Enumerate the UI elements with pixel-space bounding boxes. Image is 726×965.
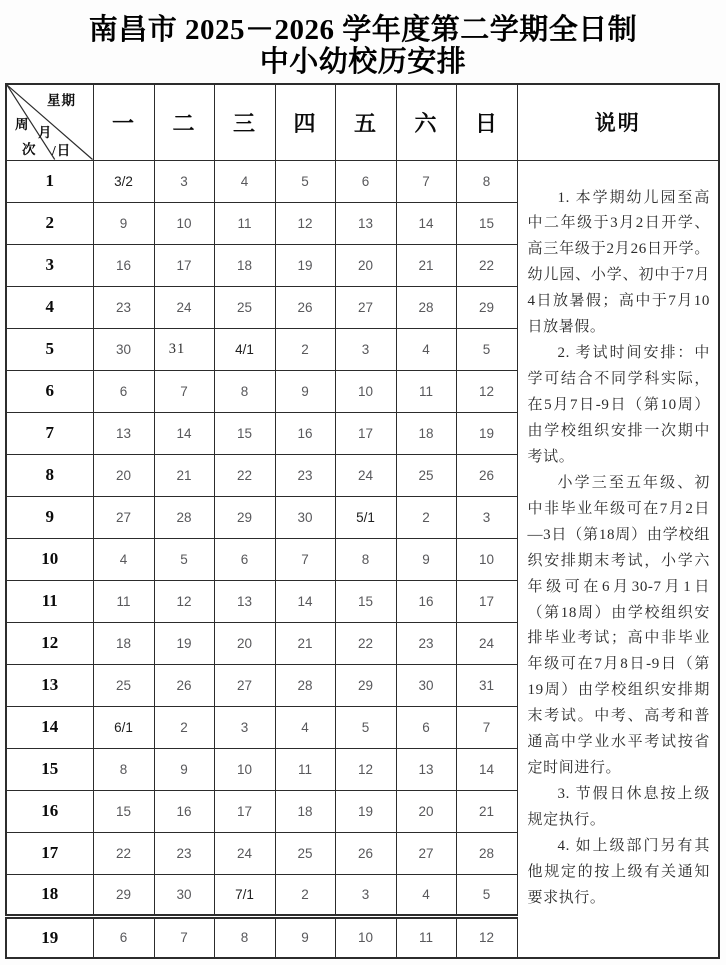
date-cell: 6 [396, 706, 456, 748]
date-cell: 7 [154, 916, 214, 958]
date-cell: 9 [154, 748, 214, 790]
date-cell: 14 [456, 748, 517, 790]
day-header-wed: 三 [214, 84, 275, 160]
week-number-cell: 4 [6, 286, 93, 328]
date-cell: 13 [335, 202, 396, 244]
date-cell: 17 [154, 244, 214, 286]
date-cell: 9 [275, 916, 335, 958]
date-cell: 6/1 [93, 706, 154, 748]
date-cell: 19 [275, 244, 335, 286]
date-cell: 5 [154, 538, 214, 580]
date-cell: 8 [335, 538, 396, 580]
date-cell: 10 [214, 748, 275, 790]
date-cell: 23 [154, 832, 214, 874]
week-number-cell: 1 [6, 160, 93, 202]
week-number-cell: 2 [6, 202, 93, 244]
date-cell: 21 [275, 622, 335, 664]
date-cell: 25 [93, 664, 154, 706]
date-cell: 21 [396, 244, 456, 286]
date-cell: 8 [214, 370, 275, 412]
date-cell: 12 [456, 370, 517, 412]
date-cell: 24 [214, 832, 275, 874]
date-cell: 22 [456, 244, 517, 286]
header-row [6, 84, 719, 160]
date-cell: 8 [93, 748, 154, 790]
calendar-table [5, 83, 720, 959]
day-header-sat: 六 [396, 84, 456, 160]
date-cell: 15 [93, 790, 154, 832]
week-number-cell: 5 [6, 328, 93, 370]
date-cell: 23 [275, 454, 335, 496]
date-cell: 27 [335, 286, 396, 328]
date-cell: 4 [275, 706, 335, 748]
week-number-cell: 14 [6, 706, 93, 748]
date-cell: 3 [154, 160, 214, 202]
day-header-fri: 五 [335, 84, 396, 160]
week-number-cell: 6 [6, 370, 93, 412]
date-cell: 13 [214, 580, 275, 622]
week-number-cell: 17 [6, 832, 93, 874]
date-cell: 9 [93, 202, 154, 244]
date-cell: 18 [275, 790, 335, 832]
week-number-cell: 19 [6, 916, 93, 958]
date-cell: 12 [456, 916, 517, 958]
date-cell: 29 [93, 874, 154, 916]
date-cell: 27 [93, 496, 154, 538]
week-number-cell: 10 [6, 538, 93, 580]
date-cell: 5 [456, 328, 517, 370]
date-cell: 18 [214, 244, 275, 286]
note-paragraph: 4. 如上级部门另有其他规定的按上级有关通知要求执行。 [527, 837, 710, 906]
date-cell: 6 [93, 370, 154, 412]
date-cell: 16 [396, 580, 456, 622]
week-number-cell: 12 [6, 622, 93, 664]
date-cell: 4 [93, 538, 154, 580]
date-cell: 7 [154, 370, 214, 412]
notes-cell [517, 160, 719, 958]
date-cell: 28 [154, 496, 214, 538]
day-header-sun: 日 [456, 84, 517, 160]
date-cell: 3 [456, 496, 517, 538]
week-number-cell: 3 [6, 244, 93, 286]
title-line2: 中小幼校历安排 [259, 46, 467, 79]
date-cell: 25 [214, 286, 275, 328]
date-cell: 14 [154, 412, 214, 454]
date-cell: 31 [456, 664, 517, 706]
date-cell: 5 [275, 160, 335, 202]
date-cell: 24 [456, 622, 517, 664]
week-number-cell: 7 [6, 412, 93, 454]
note-paragraph: 小学三至五年级、初中非毕业年级可在7月2日—3日（第18周）由学校组织安排期末考试，小学六年级可在6月30-7月1日（第18周）由学校组织安排毕业考试；高中非毕业年级可在7月8日-9日（第19周）由学校组织安排期末考试。中考、高考和普通高中学业水平考试按省定时间进行。 [527, 474, 710, 777]
date-cell: 22 [335, 622, 396, 664]
date-cell: 29 [214, 496, 275, 538]
note-paragraph: 3. 节假日休息按上级规定执行。 [527, 786, 710, 828]
date-cell: 28 [275, 664, 335, 706]
notes-header: 说明 [517, 84, 719, 160]
date-cell: 23 [396, 622, 456, 664]
calendar-week-row [6, 160, 719, 202]
date-cell: 10 [456, 538, 517, 580]
date-cell: 3 [335, 328, 396, 370]
date-cell: 29 [335, 664, 396, 706]
date-cell: 30 [396, 664, 456, 706]
date-cell: 15 [335, 580, 396, 622]
week-number-cell: 15 [6, 748, 93, 790]
date-cell: 20 [93, 454, 154, 496]
corner-label-weekday: 星期 [47, 93, 76, 108]
date-cell: 3 [214, 706, 275, 748]
date-cell: 17 [335, 412, 396, 454]
week-number-cell: 13 [6, 664, 93, 706]
date-cell: 10 [335, 370, 396, 412]
corner-cell [6, 84, 93, 160]
date-cell: 26 [154, 664, 214, 706]
date-cell: 21 [456, 790, 517, 832]
date-cell: 11 [396, 916, 456, 958]
week-number-cell: 11 [6, 580, 93, 622]
date-cell: 4 [396, 328, 456, 370]
date-cell: 24 [335, 454, 396, 496]
date-cell: 19 [456, 412, 517, 454]
day-header-mon: 一 [93, 84, 154, 160]
date-cell: 30 [93, 328, 154, 370]
date-cell: 15 [214, 412, 275, 454]
date-cell: 2 [396, 496, 456, 538]
date-cell: 4/1 [214, 328, 275, 370]
date-cell: 4 [396, 874, 456, 916]
date-cell: 14 [275, 580, 335, 622]
date-cell: 7 [275, 538, 335, 580]
corner-label-month: 月 [38, 125, 53, 140]
date-cell: 17 [214, 790, 275, 832]
date-cell: 4 [214, 160, 275, 202]
date-cell: 22 [93, 832, 154, 874]
week-number-cell: 18 [6, 874, 93, 916]
date-cell: 23 [93, 286, 154, 328]
date-cell: 2 [275, 874, 335, 916]
date-cell: 11 [275, 748, 335, 790]
date-cell: 6 [93, 916, 154, 958]
date-cell: 13 [93, 412, 154, 454]
date-cell: 29 [456, 286, 517, 328]
day-header-tue: 二 [154, 84, 214, 160]
date-cell: 21 [154, 454, 214, 496]
date-cell: 12 [335, 748, 396, 790]
date-cell: 22 [214, 454, 275, 496]
date-cell: 9 [275, 370, 335, 412]
corner-label-week: 周 [15, 117, 30, 132]
date-cell: 7 [456, 706, 517, 748]
page-title [0, 14, 726, 79]
date-cell: 16 [154, 790, 214, 832]
corner-label-day: /日 [52, 143, 72, 158]
corner-label-order: 次 [22, 142, 37, 157]
date-cell: 27 [396, 832, 456, 874]
date-cell: 28 [456, 832, 517, 874]
note-paragraph: 1. 本学期幼儿园至高中二年级于3月2日开学、高三年级于2月26日开学。幼儿园、小学、初中于7月4日放暑假；高中于7月10日放暑假。 [527, 189, 710, 336]
date-cell: 7 [396, 160, 456, 202]
date-cell: 5 [335, 706, 396, 748]
date-cell: 13 [396, 748, 456, 790]
date-cell: 12 [154, 580, 214, 622]
date-cell: 2 [154, 706, 214, 748]
date-cell: 28 [396, 286, 456, 328]
date-cell: 27 [214, 664, 275, 706]
date-cell: 16 [275, 412, 335, 454]
date-cell: 15 [456, 202, 517, 244]
date-cell: 31 [154, 328, 214, 370]
note-paragraph: 2. 考试时间安排：中学可结合不同学科实际，在5月7日-9日（第10周）由学校组织安排一次期中考试。 [527, 345, 710, 465]
date-cell: 5/1 [335, 496, 396, 538]
date-cell: 9 [396, 538, 456, 580]
date-cell: 10 [335, 916, 396, 958]
date-cell: 11 [93, 580, 154, 622]
date-cell: 20 [214, 622, 275, 664]
date-cell: 6 [214, 538, 275, 580]
date-cell: 16 [93, 244, 154, 286]
date-cell: 18 [396, 412, 456, 454]
date-cell: 19 [335, 790, 396, 832]
title-line1: 南昌市 2025－2026 学年度第二学期全日制 [88, 14, 638, 46]
date-cell: 30 [154, 874, 214, 916]
date-cell: 24 [154, 286, 214, 328]
day-header-thu: 四 [275, 84, 335, 160]
date-cell: 6 [335, 160, 396, 202]
date-cell: 10 [154, 202, 214, 244]
date-cell: 8 [214, 916, 275, 958]
date-cell: 20 [396, 790, 456, 832]
date-cell: 2 [275, 328, 335, 370]
date-cell: 3 [335, 874, 396, 916]
date-cell: 3/2 [93, 160, 154, 202]
date-cell: 26 [335, 832, 396, 874]
date-cell: 18 [93, 622, 154, 664]
date-cell: 8 [456, 160, 517, 202]
date-cell: 11 [214, 202, 275, 244]
date-cell: 25 [396, 454, 456, 496]
date-cell: 30 [275, 496, 335, 538]
date-cell: 26 [456, 454, 517, 496]
date-cell: 20 [335, 244, 396, 286]
date-cell: 19 [154, 622, 214, 664]
date-cell: 25 [275, 832, 335, 874]
date-cell: 17 [456, 580, 517, 622]
week-number-cell: 16 [6, 790, 93, 832]
date-cell: 7/1 [214, 874, 275, 916]
week-number-cell: 8 [6, 454, 93, 496]
date-cell: 12 [275, 202, 335, 244]
week-number-cell: 9 [6, 496, 93, 538]
date-cell: 11 [396, 370, 456, 412]
date-cell: 14 [396, 202, 456, 244]
date-cell: 5 [456, 874, 517, 916]
date-cell: 26 [275, 286, 335, 328]
